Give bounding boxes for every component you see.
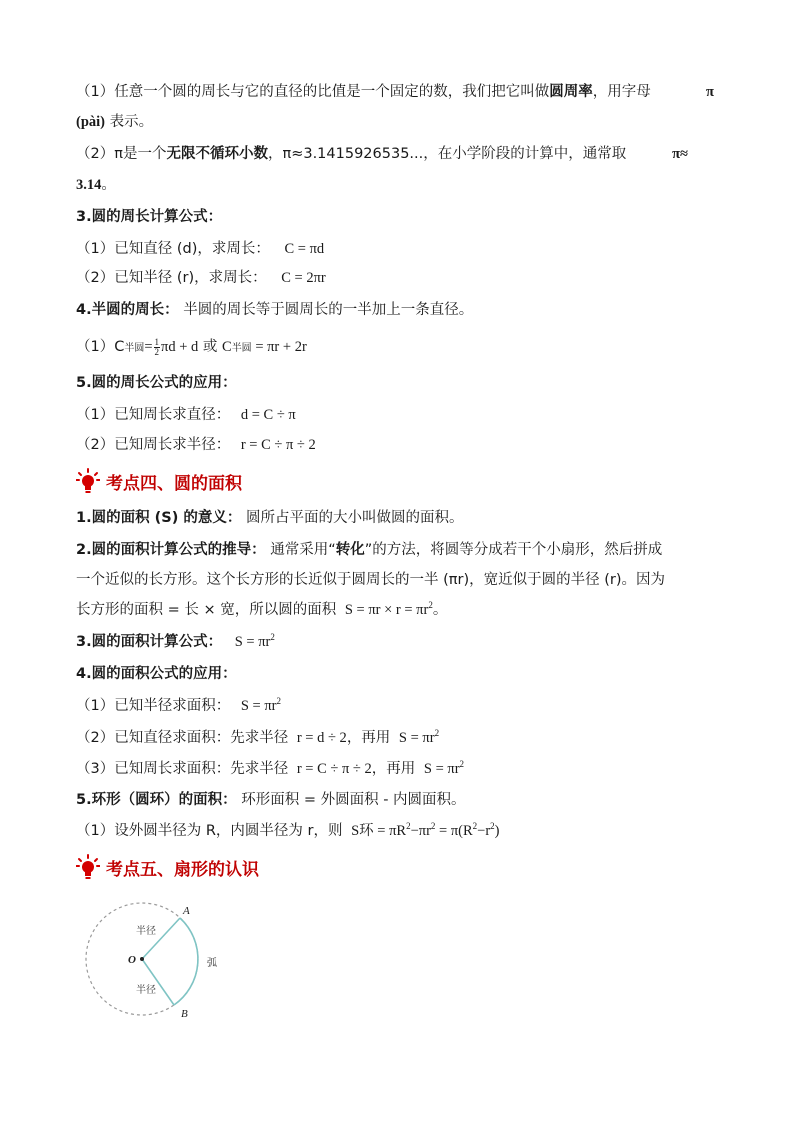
label-radius-bottom: 半径 [136, 985, 156, 996]
text-line: （1）已知周长求直径： d = C ÷ π [76, 407, 296, 423]
text-line: （1）已知直径 (d)，求周长： C = πd [76, 241, 325, 257]
formula: C = πd [284, 241, 325, 257]
text-line: 4.半圆的周长： 半圆的周长等于圆周长的一半加上一条直径。 [76, 302, 474, 318]
text-line: 2.圆的面积计算公式的推导： 通常采用“转化”的方法，将圆等分成若干个小扇形，然后拼成 [76, 542, 663, 558]
text-line: 一个近似的长方形。这个长方形的长近似于圆周长的一半 (πr)，宽近似于圆的半径 (r)。因为 [76, 572, 665, 588]
fraction-half: $\frac{1}{2}$ [154, 336, 160, 357]
subheading: 5.圆的周长公式的应用： [76, 375, 237, 391]
text-line: （2）已知直径求面积：先求半径 r = d ÷ 2，再用 $S = \pi r^2$ [76, 728, 440, 746]
pi-symbol: π [706, 84, 714, 100]
text-line: 5.环形（圆环）的面积： 环形面积 = 外圆面积 - 内圆面积。 [76, 792, 466, 808]
formula: S环 = $\pi R^2-\pi r^2 = \pi(R^2-r^2)$ [351, 821, 500, 839]
text-line: 长方形的面积 = 长 × 宽，所以圆的面积 $S = \pi r \times r = \pi r^2$。 [76, 600, 448, 618]
text-line: （2）π是一个无限不循环小数，π≈3.1415926535...，在小学阶段的计算中，通常取 π≈ [76, 146, 688, 162]
lightbulb-icon [76, 854, 100, 880]
formula: d = C ÷ π [240, 407, 296, 423]
formula: $S = \pi r^2$ [240, 696, 281, 714]
text-line: （3）已知周长求面积：先求半径 r = C ÷ π ÷ 2，再用 $S = \pi r^2$ [76, 759, 465, 777]
text-line: （2）已知周长求半径： r = C ÷ π ÷ 2 [76, 437, 316, 453]
text-line: （1）C半圆= $\frac{1}{2}$ πd + d 或 C半圆 = πr + 2r [76, 336, 307, 357]
text-line: （1）任意一个圆的周长与它的直径的比值是一个固定的数，我们把它叫做圆周率，用字母 π [76, 84, 714, 100]
radius-line-top [142, 918, 180, 959]
subheading: 4.圆的面积公式的应用： [76, 666, 237, 682]
text-line: （2）已知半径 (r)，求周长： C = 2πr [76, 270, 326, 286]
section-heading-4: 考点四、圆的面积 [76, 466, 242, 496]
sector-arc [174, 918, 198, 1005]
text-line: （1）设外圆半径为 R，内圆半径为 r，则 S环 = $\pi R^2-\pi r^2 = \pi(R^2-r^2)$ [76, 821, 500, 839]
term-infinite-decimal: 无限不循环小数 [166, 146, 268, 162]
label-b: B [181, 1008, 188, 1020]
label-a: A [183, 905, 190, 917]
formula: $S = \pi r^2$ [398, 728, 440, 746]
formula: $S = \pi r \times r = \pi r^2$ [344, 600, 433, 618]
text-line: 1.圆的面积 (S) 的意义： 圆所占平面的大小叫做圆的面积。 [76, 510, 464, 526]
term-pi-ratio: 圆周率 [549, 84, 593, 100]
label-arc: 弧 [207, 958, 217, 969]
center-point [140, 957, 144, 961]
text-line: 3.14。 [76, 177, 116, 193]
formula: $S = \pi r^2$ [234, 632, 275, 650]
subheading: 3.圆的周长计算公式： [76, 209, 223, 225]
subheading: 3.圆的面积计算公式： $S = \pi r^2$ [76, 632, 275, 650]
formula: $S = \pi r^2$ [423, 759, 465, 777]
section-heading-5: 考点五、扇形的认识 [76, 852, 259, 882]
lightbulb-icon [76, 468, 100, 494]
formula: C = 2πr [281, 270, 326, 286]
label-o: O [128, 954, 136, 966]
label-radius-top: 半径 [136, 926, 156, 937]
text-line: （1）已知半径求面积： $S = \pi r^2$ [76, 696, 281, 714]
formula: r = C ÷ π ÷ 2 [240, 437, 316, 453]
radius-line-bottom [142, 959, 174, 1005]
text-line: (pài) 表示。 [76, 114, 154, 130]
sector-diagram [80, 893, 240, 1028]
